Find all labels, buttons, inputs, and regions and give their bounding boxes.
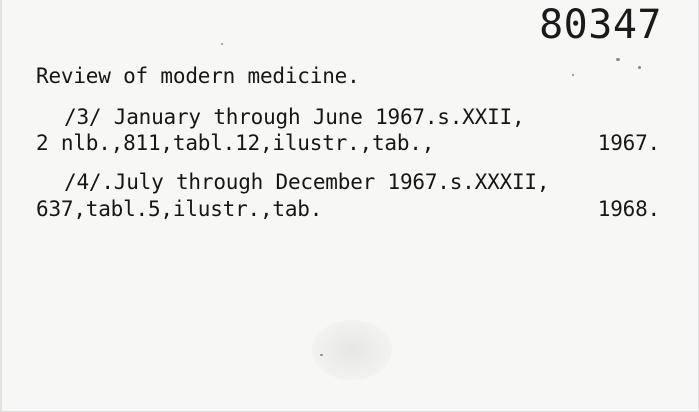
entry-2-year: 1968. (597, 197, 660, 221)
card-number: 80347 (539, 2, 662, 48)
paper-smudge (312, 320, 392, 380)
entry-1-line-1: /3/ January through June 1967.s.XXII, (64, 105, 525, 129)
entry-2-line-1: /4/.July through December 1967.s.XXXII, (64, 170, 550, 194)
ink-speck (638, 66, 641, 69)
entry-1-line-2: 2 nlb.,811,tabl.12,ilustr.,tab., (36, 131, 435, 155)
entry-1-year: 1967. (597, 131, 660, 155)
ink-speck (572, 74, 574, 76)
entry-2-line-2: 637,tabl.5,ilustr.,tab. (36, 197, 323, 221)
card-title: Review of modern medicine. (36, 64, 360, 88)
ink-speck (616, 58, 620, 61)
ink-speck (221, 43, 223, 45)
ink-speck (320, 354, 323, 356)
